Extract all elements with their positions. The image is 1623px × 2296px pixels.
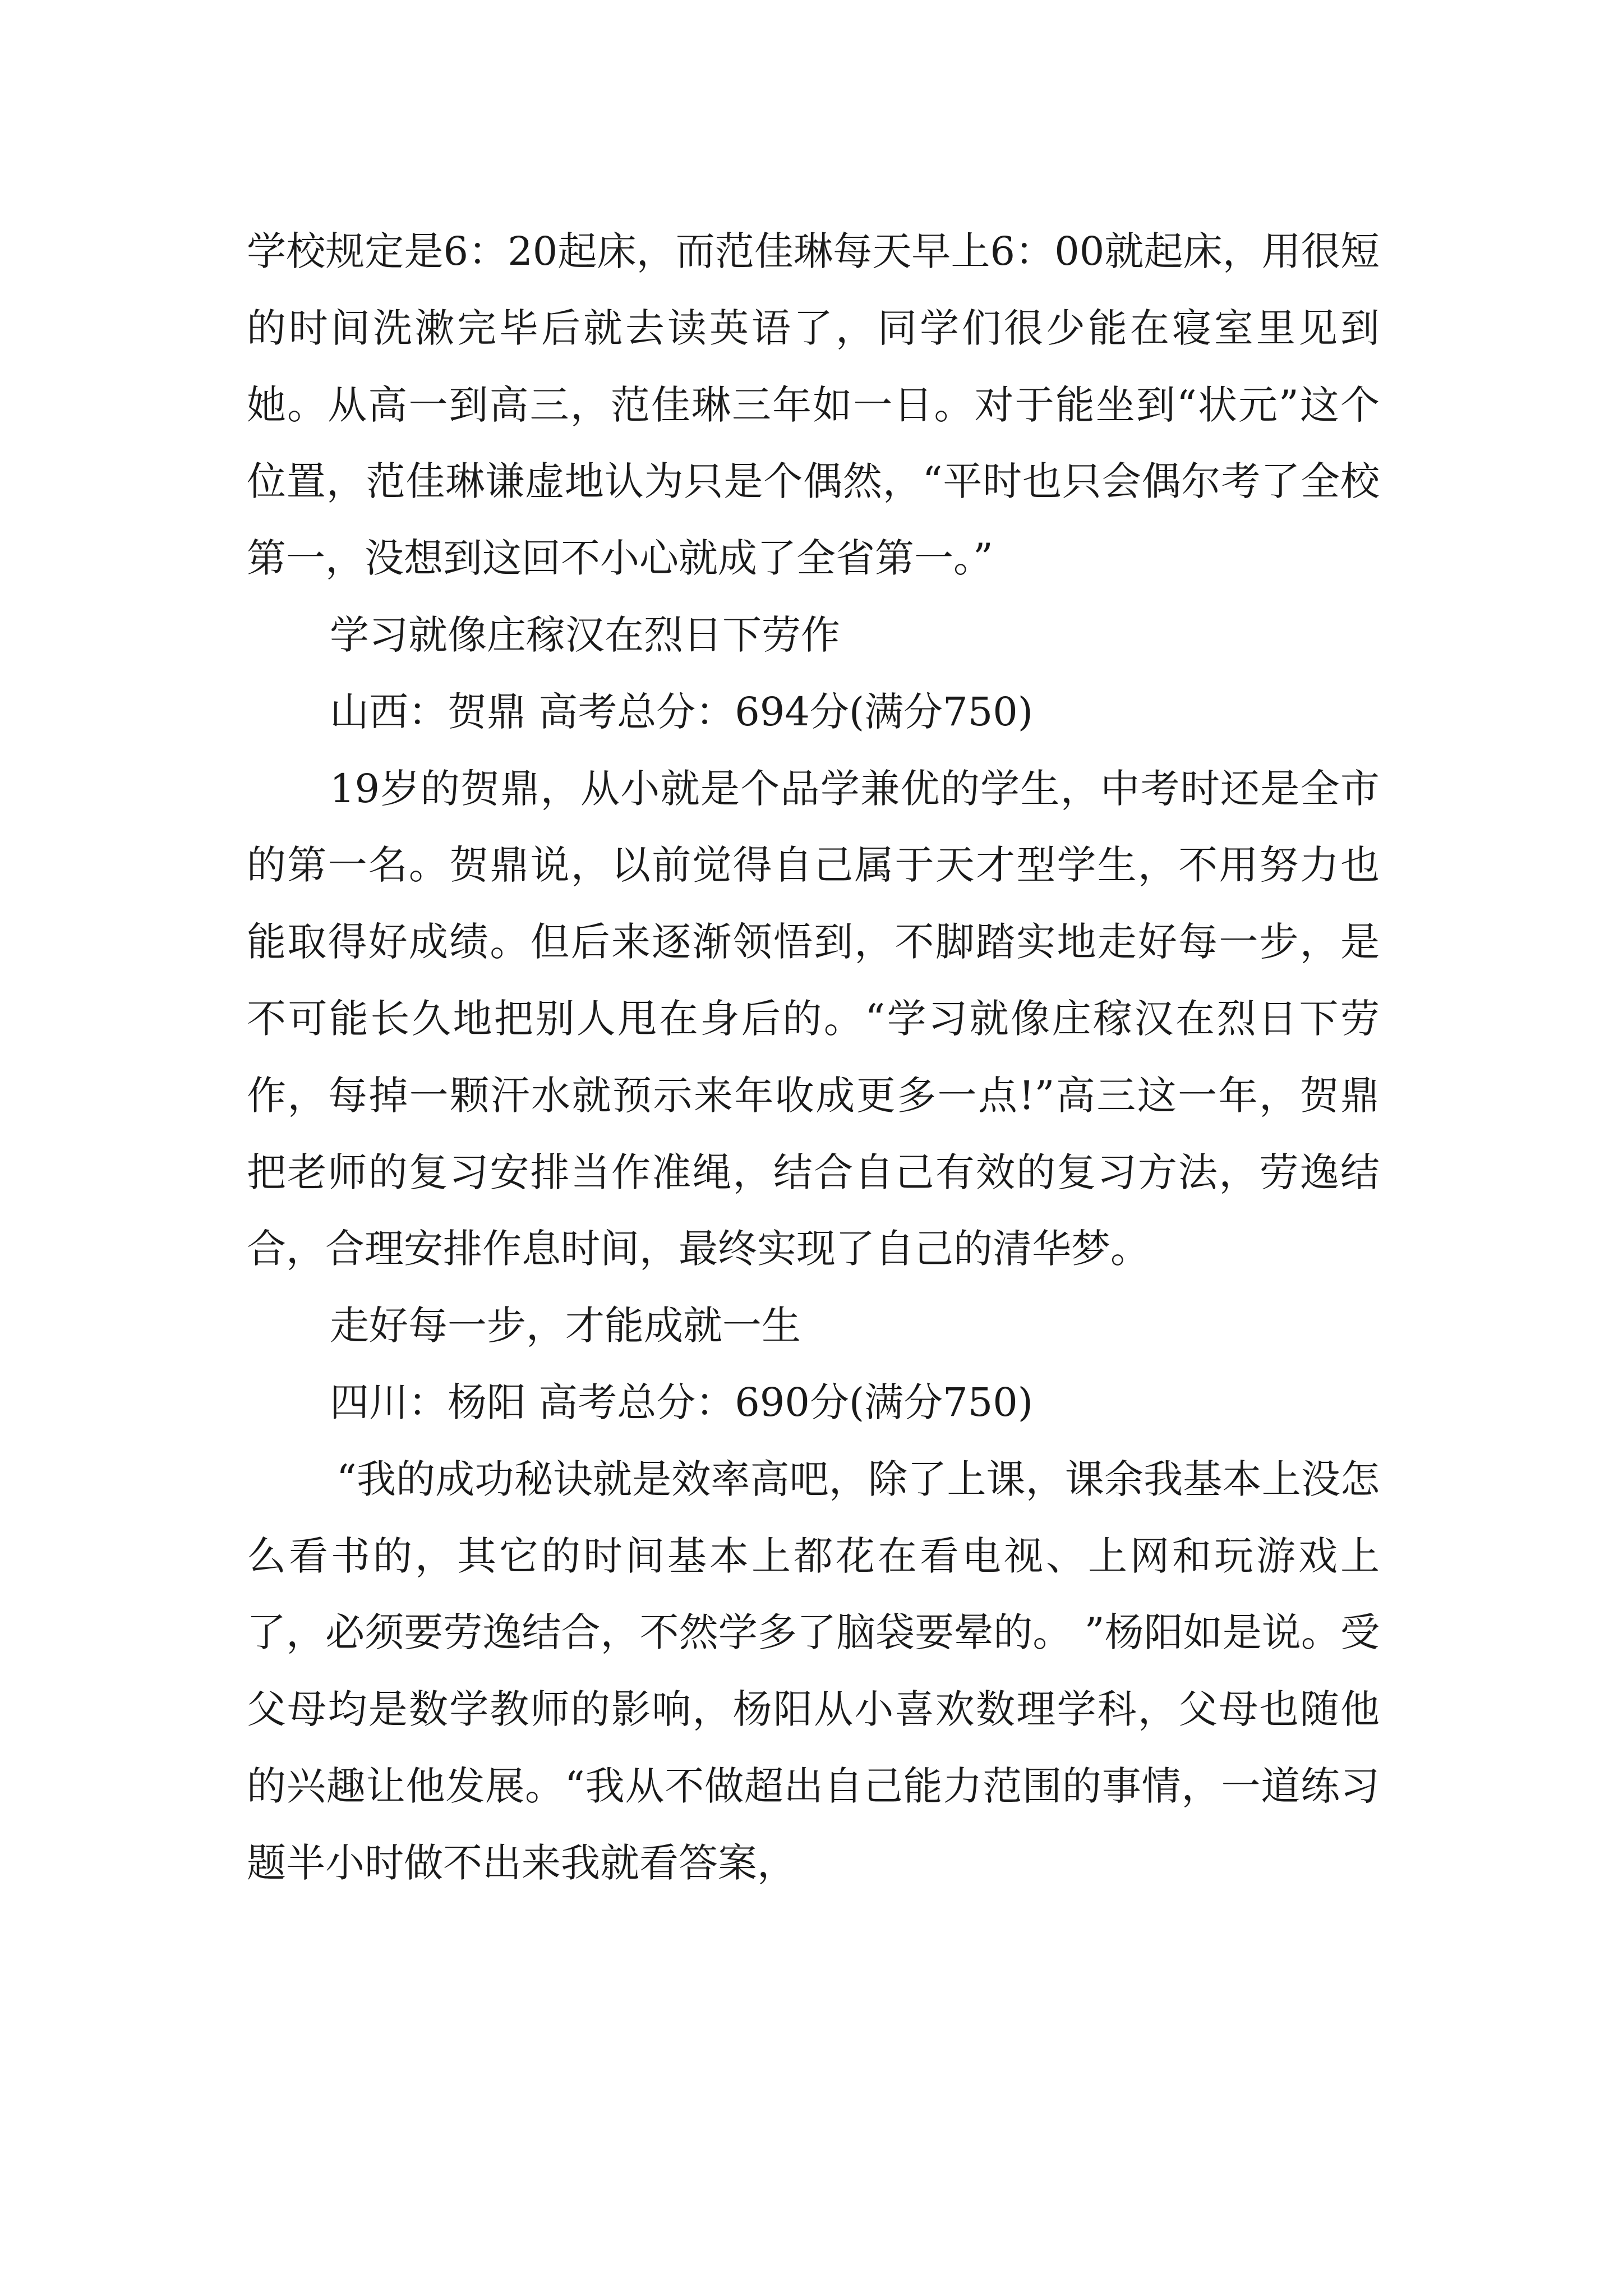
- paragraph-fan-jialin-routine: 学校规定是6：20起床，而范佳琳每天早上6：00就起床，用很短的时间洗漱完毕后就去读英语了，同学们很少能在寝室里见到她。从高一到高三，范佳琳三年如一日。对于能坐到“状元”这个位置，范佳琳谦虚地认为只是个偶然，“平时也只会偶尔考了全校第一，没想到这回不小心就成了全省第一。”: [247, 228, 1380, 582]
- article-body: [247, 213, 1380, 1902]
- score-line-he-ding: 山西：贺鼎 高考总分：694分(满分750): [330, 688, 1034, 735]
- paragraph-yang-yang: “我的成功秘诀就是效率高吧，除了上课，课余我基本上没怎么看书的，其它的时间基本上都花在看电视、上网和玩游戏上了，必须要劳逸结合，不然学多了脑袋要晕的。 ”杨阳如是说。受父母均是数学教师的影响，杨阳从小喜欢数理学科，父母也随他的兴趣让他发展。“我从不做超出自己能力范围的事情，一道练习题半小时做不出来我就看答案，: [247, 1456, 1380, 1886]
- section-heading-yang-yang: 走好每一步，才能成就一生: [330, 1303, 801, 1349]
- section-heading-he-ding: 学习就像庄稼汉在烈日下劳作: [330, 611, 840, 658]
- score-line-yang-yang: 四川：杨阳 高考总分：690分(满分750): [330, 1379, 1034, 1425]
- paragraph-he-ding: 19岁的贺鼎，从小就是个品学兼优的学生，中考时还是全市的第一名。贺鼎说，以前觉得自己属于天才型学生，不用努力也能取得好成绩。但后来逐渐领悟到，不脚踏实地走好每一步，是不可能长久地把别人甩在身后的。“学习就像庄稼汉在烈日下劳作，每掉一颗汗水就预示来年收成更多一点!”高三这一年，贺鼎把老师的复习安排当作准绳，结合自己有效的复习方法，劳逸结合，合理安排作息时间，最终实现了自己的清华梦。: [247, 765, 1380, 1272]
